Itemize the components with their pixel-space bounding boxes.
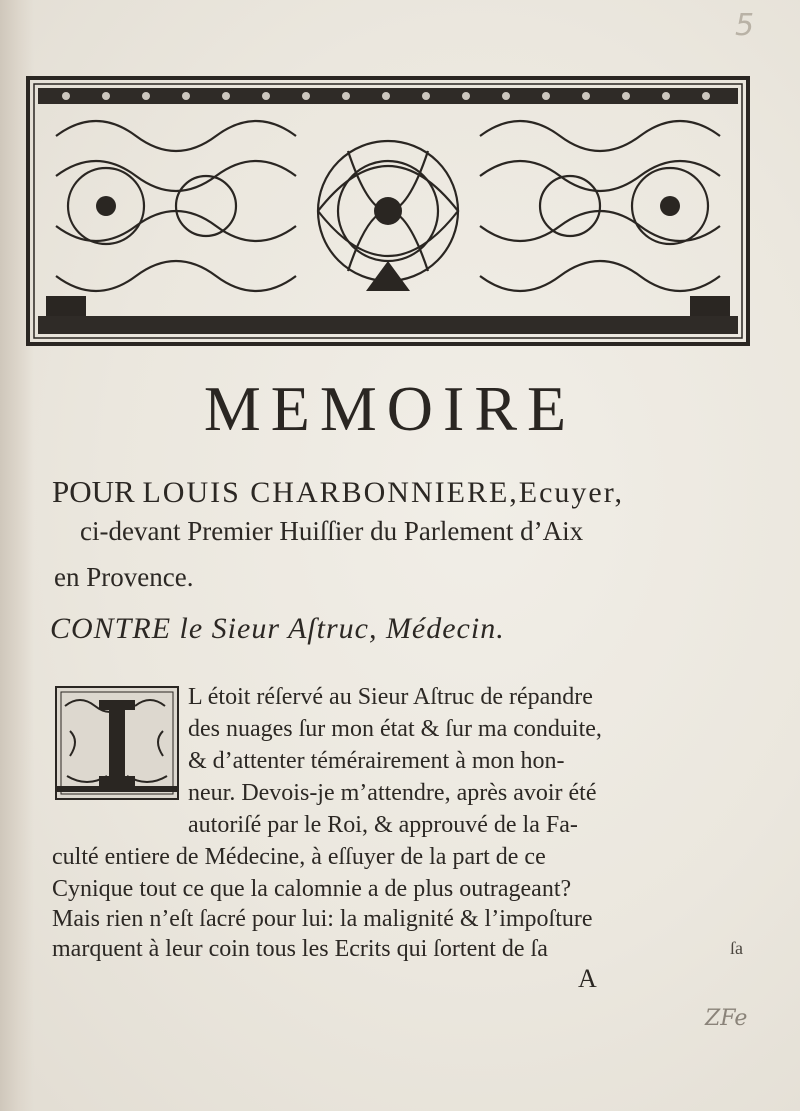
body-line-8: Mais rien n’eſt ſacré pour lui: la malignité & l’impoſture xyxy=(52,906,593,932)
party-name: LOUIS CHARBONNIERE,Ecuyer, xyxy=(142,476,625,509)
party-description-line-2: en Provence. xyxy=(54,562,194,592)
contre-line: CONTRE le Sieur Aſtruc, Médecin. xyxy=(50,612,505,645)
body-line-6: culté entiere de Médecine, à eſſuyer de la part de ce xyxy=(52,844,546,870)
body-line-9: marquent à leur coin tous les Ecrits qui ſortent de ſa xyxy=(52,936,548,962)
body-line-5: autoriſé par le Roi, & approuvé de la Fa- xyxy=(188,812,578,838)
document-title: MEMOIRE xyxy=(203,373,577,444)
catchword: ſa xyxy=(730,938,743,958)
party-description-line-1: ci-devant Premier Huiſſier du Parlement d’Aix xyxy=(80,516,584,546)
headpiece-ornament xyxy=(26,76,750,346)
body-line-1: L étoit réſervé au Sieur Aſtruc de répandre xyxy=(188,684,593,710)
pour-text: POUR xyxy=(52,474,135,509)
body-line-7: Cynique tout ce que la calomnie a de plus outrageant? xyxy=(52,876,572,902)
folio-number: 5 xyxy=(735,8,755,43)
decorated-initial xyxy=(55,686,179,800)
pour-line xyxy=(52,474,624,510)
body-line-2: des nuages ſur mon état & ſur ma conduite, xyxy=(188,716,602,742)
signature-mark: A xyxy=(578,964,597,993)
handwritten-note: ZFe xyxy=(705,1006,748,1031)
body-line-3: & d’attenter témérairement à mon hon- xyxy=(188,748,565,774)
body-line-4: neur. Devois-je m’attendre, après avoir été xyxy=(188,780,597,806)
